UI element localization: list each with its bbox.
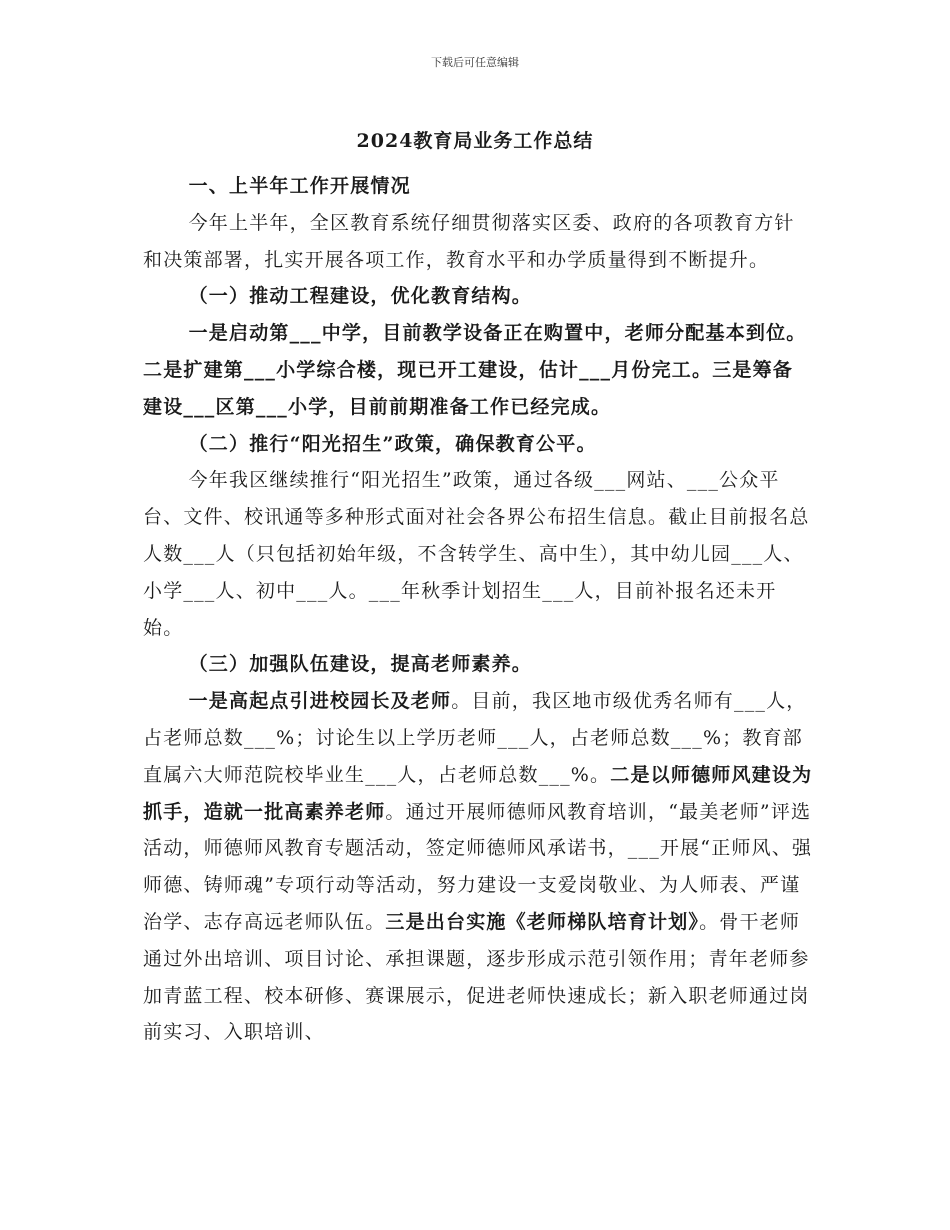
paragraph-text: 。目前，我区地市级优秀名师有___人，占老师总数___%；讨论生以上学历老师___人，占老师总数___%；教育部直属六大师范院校毕业生___人，占老师总数___%。 — [143, 690, 807, 786]
subsection-heading-1: （一）推动工程建设，优化教育结构。 — [188, 285, 532, 308]
paragraph: 今年上半年，全区教育系统仔细贯彻落实区委、政府的各项教育方针和决策部署，扎实开展各项工作，教育水平和办学质量得到不断提升。 — [143, 211, 795, 271]
document-title: 2024教育局业务工作总结 — [356, 130, 594, 152]
subsection-heading-2: （二）推行“阳光招生”政策，确保教育公平。 — [188, 432, 597, 455]
document-body — [143, 168, 813, 1051]
emphasis-text: 二是以师德师风建设为抓手，造就一批高素养老师 — [143, 763, 813, 823]
emphasis-text: 三是出台实施《老师梯队培育计划》 — [385, 910, 700, 933]
paragraph: 一是启动第___中学，目前教学设备正在购置中，老师分配基本到位。二是扩建第___小学综合楼，现已开工建设，估计___月份完工。三是筹备建设___区第___小学，目前前期准备工作已经完成。 — [143, 322, 807, 418]
paragraph: 今年我区继续推行“阳光招生”政策，通过各级___网站、___公众平台、文件、校讯通等多种形式面对社会各界公布招生信息。截止目前报名总人数___人（只包括初始年级，不含转学生、高中生），其中幼儿园___人、小学___人、初中___人。___年秋季计划招生___人，目前补报名还未开始。 — [143, 469, 810, 639]
emphasis-text: 一是高起点引进校园长及老师 — [188, 690, 452, 713]
section-heading-1: 一、上半年工作开展情况 — [188, 175, 411, 197]
subsection-heading-3: （三）加强队伍建设，提高老师素养。 — [188, 653, 532, 676]
paragraph-text: 。骨干老师通过外出培训、项目讨论、承担课题，逐步形成示范引领作用；青年老师参加青蓝工程、校本研修、赛课展示，促进老师快速成长；新入职老师通过岗前实习、入职培训、 — [143, 910, 810, 1044]
paragraph-text: 。通过开展师德师风教育培训，“最美老师”评选活动，师德师风教育专题活动，签定师德师风承诺书，___开展“正师风、强师德、铸师魂”专项行动等活动，努力建设一支爱岗敬业、为人师表、严谨治学、志存高远老师队伍。 — [143, 800, 813, 933]
page-header: 下载后可任意编辑 — [431, 56, 519, 69]
paragraph — [143, 683, 813, 1051]
